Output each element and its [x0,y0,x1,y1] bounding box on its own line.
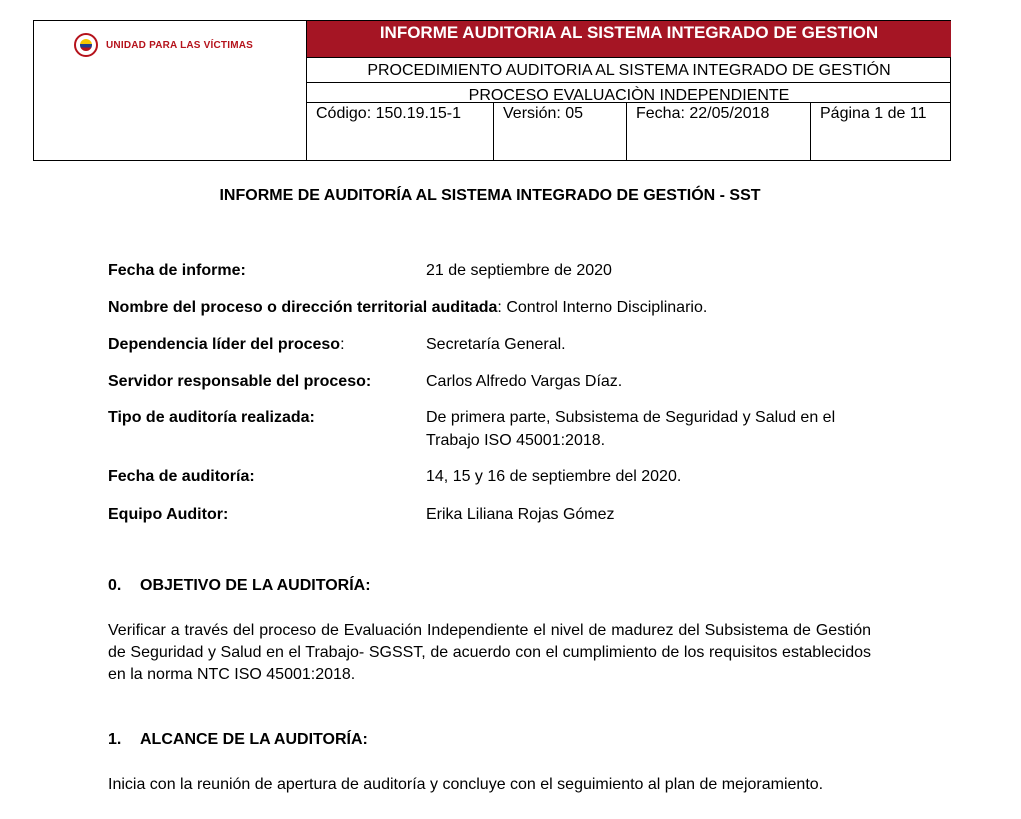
report-title-bar: INFORME AUDITORIA AL SISTEMA INTEGRADO DE GESTION [307,21,951,58]
section-number: 0. [108,577,122,594]
field-value: Erika Liliana Rojas Gómez [426,506,615,523]
document-title: INFORME DE AUDITORÍA AL SISTEMA INTEGRADO DE GESTIÓN - SST [219,187,761,204]
field-colon: : [340,336,345,353]
document-version: Versión: 05 [494,103,627,160]
section-paragraph-scope: Inicia con la reunión de apertura de auditoría y concluye con el seguimiento al plan de mejoramiento. [108,776,824,793]
field-value: De primera parte, Subsistema de Seguridad y Salud en el Trabajo ISO 45001:2018. [426,409,836,449]
field-label: Dependencia líder del proceso [108,336,341,353]
logo-cell [34,21,307,160]
section-number: 1. [108,731,122,748]
field-value: : Control Interno Disciplinario. [497,299,708,316]
document-header-table [33,20,951,161]
field-process-name [108,296,707,319]
organization-logo [74,33,253,57]
field-responsible-servant [108,370,371,393]
page-number: Página 1 de 11 [820,105,927,122]
document-code: Código: 150.19.15-1 [307,103,494,160]
process-name: PROCESO EVALUACIÒN INDEPENDIENTE [307,83,951,103]
section-title: OBJETIVO DE LA AUDITORÍA: [140,577,371,594]
field-label: Fecha de auditoría: [108,468,255,485]
field-label: Nombre del proceso o dirección territorial auditada [108,299,498,316]
logo-text: UNIDAD PARA LAS VÍCTIMAS [106,39,254,51]
field-value: 21 de septiembre de 2020 [426,262,612,279]
field-audit-date [108,465,255,488]
field-value: Secretaría General. [426,336,566,353]
coat-of-arms-icon [74,33,98,57]
field-label: Servidor responsable del proceso: [108,373,372,390]
procedure-name: PROCEDIMIENTO AUDITORIA AL SISTEMA INTEGRADO DE GESTIÓN [307,58,951,83]
field-value: Carlos Alfredo Vargas Díaz. [426,373,623,390]
field-value: 14, 15 y 16 de septiembre del 2020. [426,468,682,485]
field-report-date [108,259,246,282]
section-heading-objective [108,577,371,595]
field-audit-type [108,406,315,429]
section-heading-scope [108,731,368,749]
document-date: Fecha: 22/05/2018 [627,103,811,160]
field-label: Fecha de informe: [108,262,246,279]
field-lead-dependency [108,333,345,356]
section-title: ALCANCE DE LA AUDITORÍA: [140,731,368,748]
field-audit-team [108,503,228,526]
field-label: Equipo Auditor: [108,506,229,523]
field-label: Tipo de auditoría realizada: [108,409,315,426]
section-paragraph-objective: Verificar a través del proceso de Evaluación Independiente el nivel de madurez del Subsistema de Gestión de Seguridad y Salud en el Trabajo- SGSST, de acuerdo con el cumplimiento de los requisitos establecidos en la norma NTC ISO 45001:2018. [108,622,871,683]
